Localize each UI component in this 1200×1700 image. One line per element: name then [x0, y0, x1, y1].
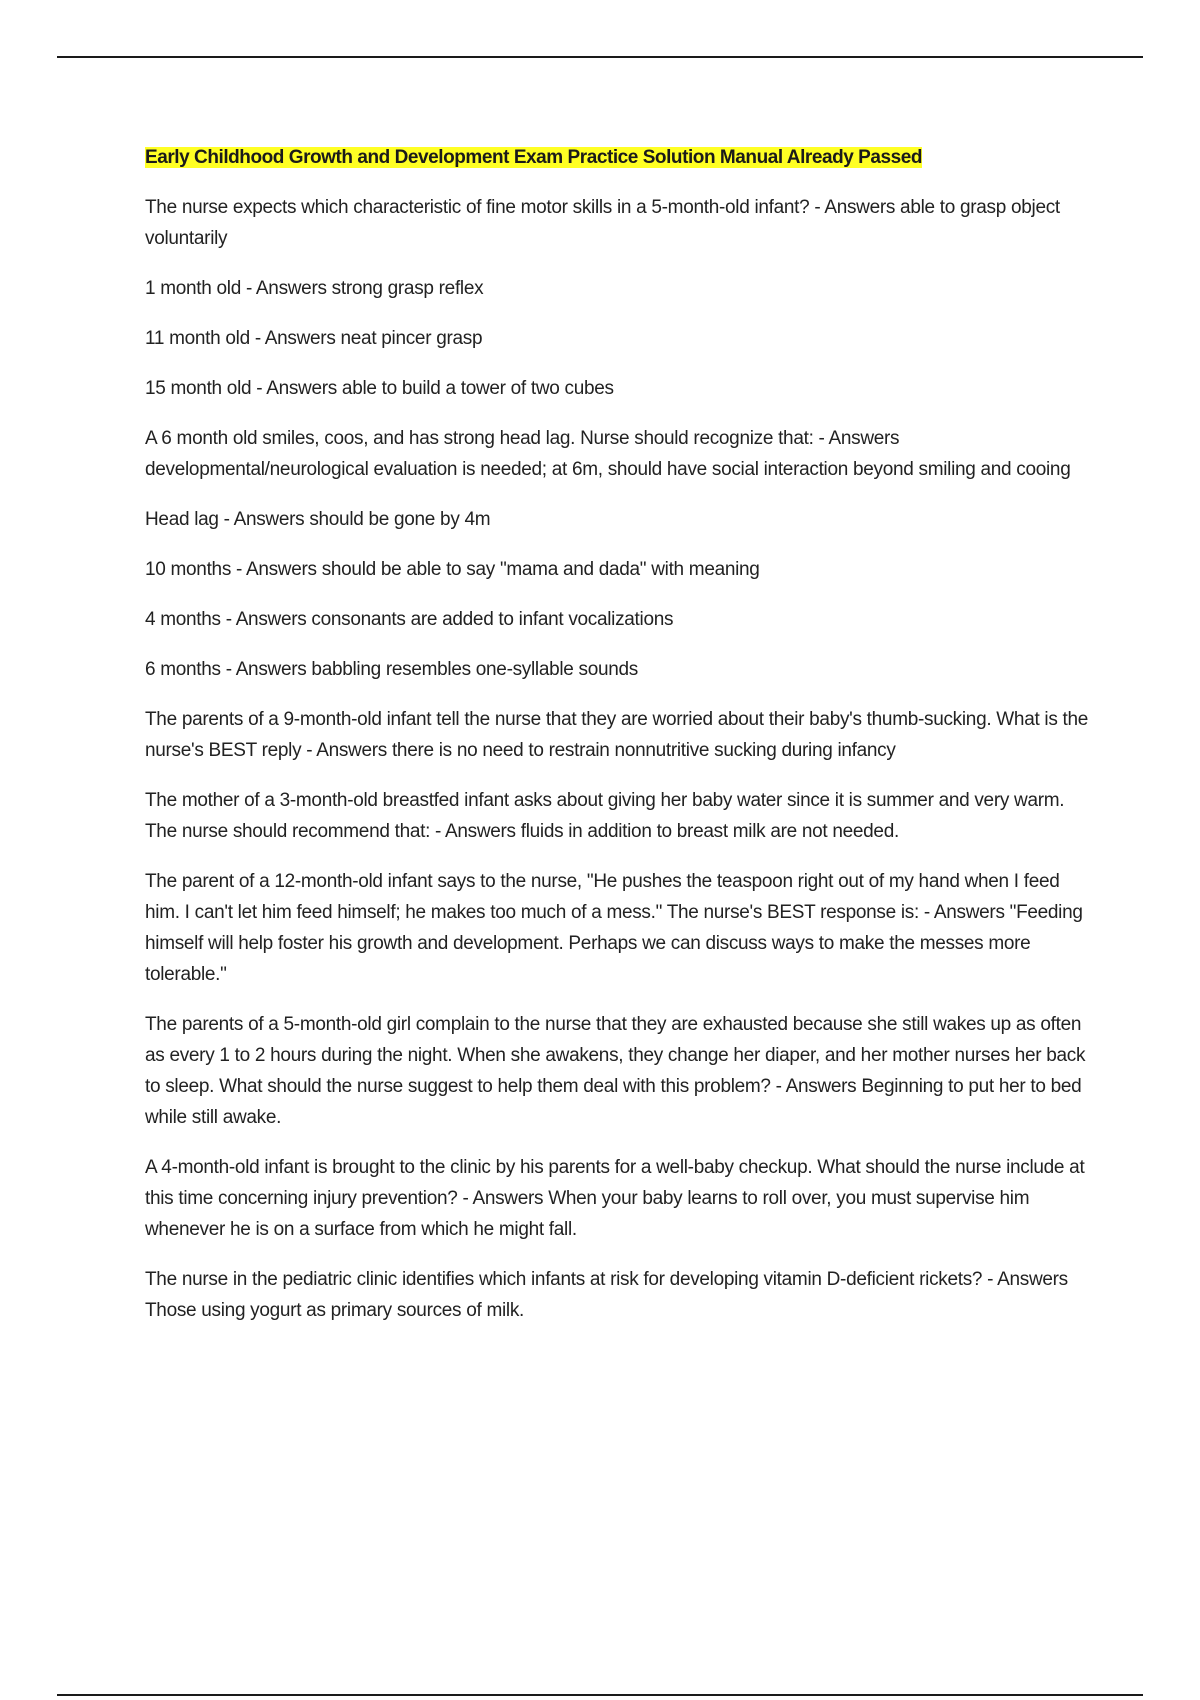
- paragraph-3: 11 month old - Answers neat pincer grasp: [145, 328, 483, 349]
- paragraph-8: 4 months - Answers consonants are added to infant vocalizations: [145, 609, 674, 630]
- bottom-rule: [57, 1694, 1143, 1696]
- paragraph-4: 15 month old - Answers able to build a tower of two cubes: [145, 378, 614, 399]
- paragraph-14: A 4-month-old infant is brought to the clinic by his parents for a well-baby checkup. What should the nurse include at this time concerning injury prevention? - Answers When your baby learns to roll over, you must supervise him whenever he is on a surface from which he might fall.: [145, 1157, 1085, 1240]
- title-block: [145, 144, 1090, 172]
- paragraph-7: 10 months - Answers should be able to say "mama and dada" with meaning: [145, 559, 760, 580]
- top-rule: [57, 56, 1143, 58]
- paragraph-12: The parent of a 12-month-old infant says to the nurse, "He pushes the teaspoon right out of my hand when I feed him. I can't let him feed himself; he makes too much of a mess." The nurse's BEST response is: - Answers "Feeding himself will help foster his growth and development. Perhaps we can discuss ways to make the messes more tolerable.": [145, 871, 1083, 985]
- paragraph-11: The mother of a 3-month-old breastfed infant asks about giving her baby water since it is summer and very warm. The nurse should recommend that: - Answers fluids in addition to breast milk are not needed.: [145, 790, 1065, 842]
- document-title: Early Childhood Growth and Development Exam Practice Solution Manual Already Passed: [145, 147, 923, 168]
- paragraph-5: A 6 month old smiles, coos, and has strong head lag. Nurse should recognize that: - Answers developmental/neurological evaluation is needed; at 6m, should have social interaction beyond smiling and cooing: [145, 428, 1071, 480]
- paragraph-9: 6 months - Answers babbling resembles one-syllable sounds: [145, 659, 639, 680]
- paragraph-6: Head lag - Answers should be gone by 4m: [145, 509, 491, 530]
- paragraph-15: The nurse in the pediatric clinic identifies which infants at risk for developing vitamin D-deficient rickets? - Answers Those using yogurt as primary sources of milk.: [145, 1269, 1068, 1321]
- paragraph-2: 1 month old - Answers strong grasp reflex: [145, 278, 484, 299]
- document-body: [145, 144, 1090, 1345]
- paragraph-13: The parents of a 5-month-old girl complain to the nurse that they are exhausted because she still wakes up as often as every 1 to 2 hours during the night. When she awakens, they change her diaper, and her mother nurses her back to sleep. What should the nurse suggest to help them deal with this problem? - Answers Beginning to put her to bed while still awake.: [145, 1014, 1086, 1128]
- paragraph-1: The nurse expects which characteristic of fine motor skills in a 5-month-old infant? - Answers able to grasp object voluntarily: [145, 197, 1060, 249]
- paragraph-10: The parents of a 9-month-old infant tell the nurse that they are worried about their baby's thumb-sucking. What is the nurse's BEST reply - Answers there is no need to restrain nonnutritive sucking during infancy: [145, 709, 1089, 761]
